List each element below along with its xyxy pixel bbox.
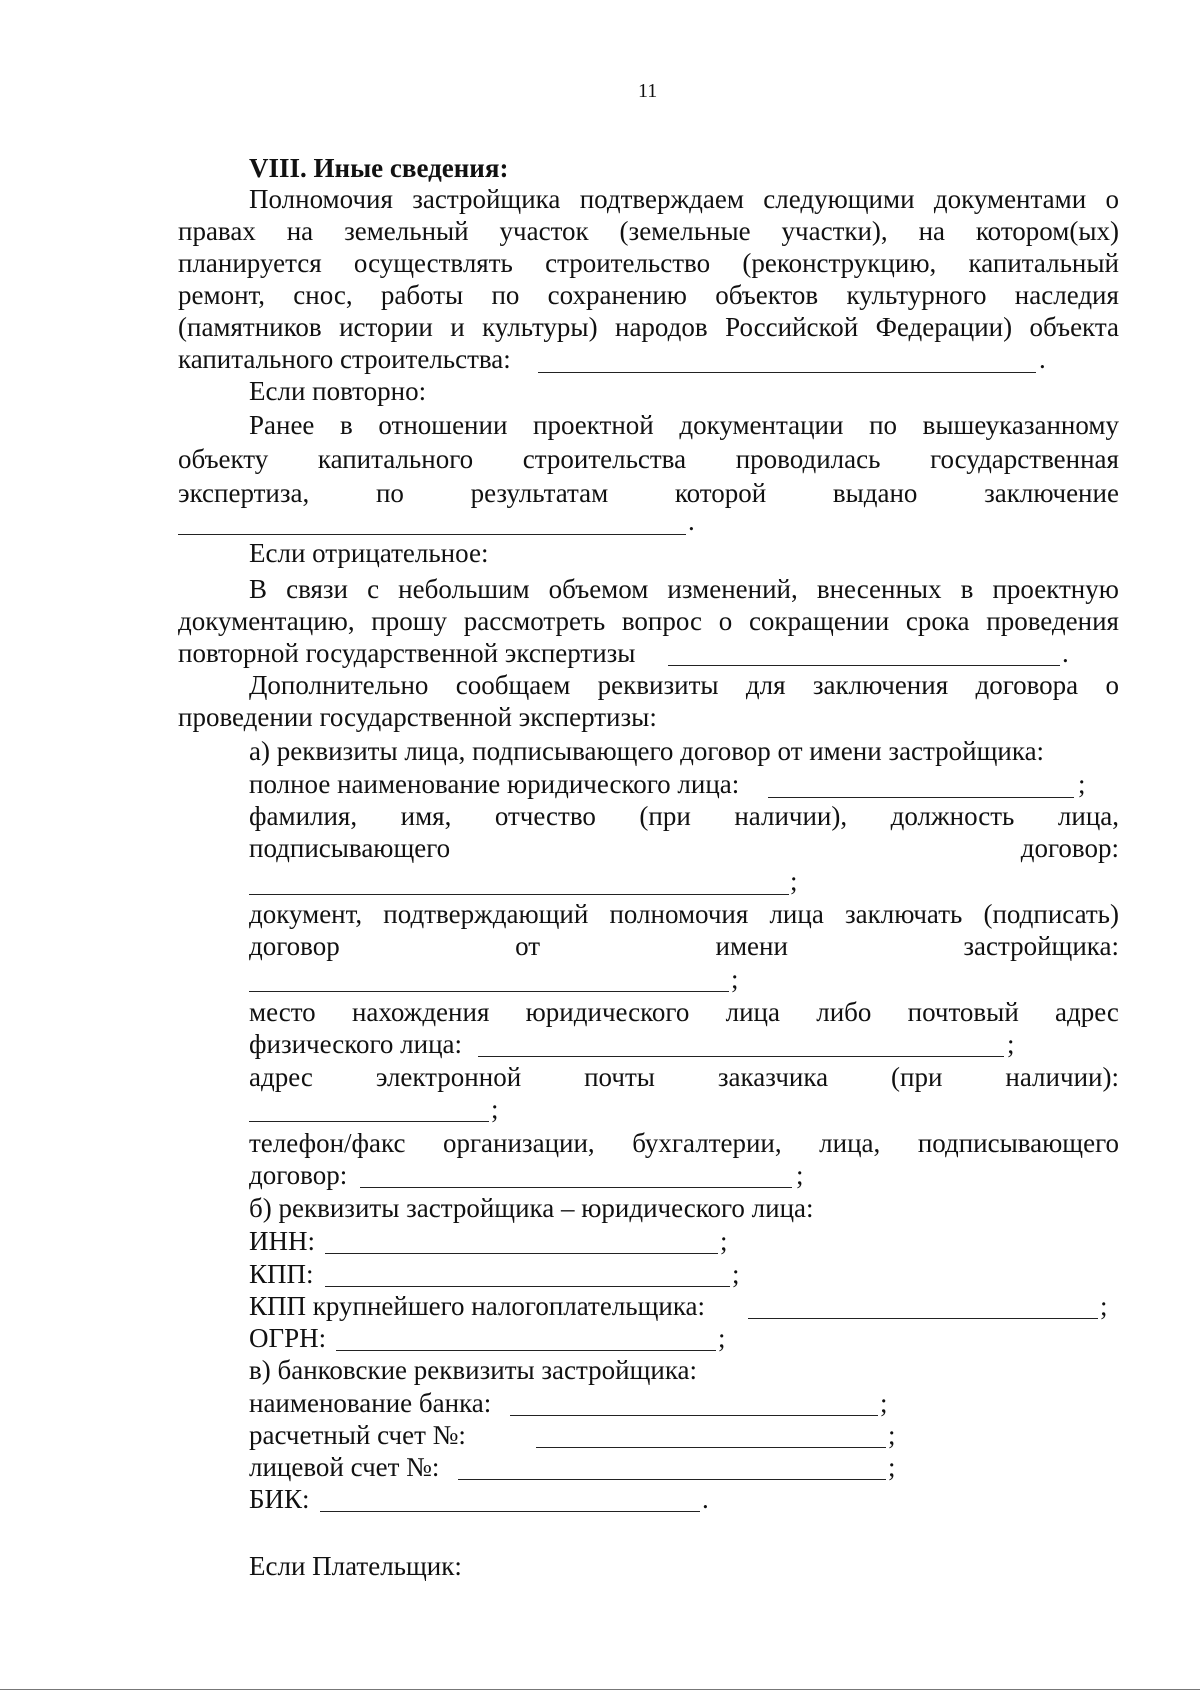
- page-bottom-edge: [0, 1689, 1200, 1690]
- section-b-title: б) реквизиты застройщика – юридического лица:: [249, 1193, 814, 1223]
- period-1: .: [1039, 344, 1046, 374]
- word: о: [718, 606, 733, 636]
- word: бухгалтерии,: [632, 1128, 782, 1158]
- word: фамилия,: [249, 801, 358, 831]
- semicolon-1: ;: [1078, 769, 1086, 799]
- semicolon-6: ;: [796, 1160, 804, 1190]
- word: проводилась: [735, 444, 881, 474]
- word: работы: [380, 280, 464, 310]
- word: народов: [615, 312, 708, 342]
- word: правах: [178, 216, 256, 246]
- word: истории: [339, 312, 433, 342]
- signer-name-blank[interactable]: [249, 894, 789, 895]
- word: проектную: [992, 574, 1119, 604]
- word: телефон/факс: [249, 1128, 406, 1158]
- p1-line-4: [178, 282, 1119, 309]
- word: договор:: [1020, 833, 1119, 863]
- bik-blank[interactable]: [320, 1511, 700, 1512]
- authority-doc-blank[interactable]: [249, 991, 729, 992]
- word: наличии),: [734, 801, 848, 831]
- word: капитального: [317, 444, 474, 474]
- word: выдано: [832, 478, 918, 508]
- semicolon-12: ;: [888, 1420, 896, 1450]
- p4-line-2: проведении государственной экспертизы:: [178, 702, 657, 732]
- word: культуры): [482, 312, 598, 342]
- word: либо: [816, 997, 872, 1027]
- doc-line-1: [249, 901, 1119, 928]
- word: договора: [975, 670, 1079, 700]
- word: подписывающего: [249, 833, 451, 863]
- word: по: [869, 410, 898, 440]
- p3-line-2: [178, 608, 1119, 635]
- inn-label: ИНН:: [249, 1226, 315, 1256]
- word: государственная: [930, 444, 1119, 474]
- fio-line-2: [249, 835, 1119, 862]
- kpp-largest-blank[interactable]: [748, 1318, 1098, 1319]
- word: документации: [679, 410, 844, 440]
- word: Дополнительно: [249, 670, 429, 700]
- word: место: [249, 997, 316, 1027]
- word: результатам: [470, 478, 609, 508]
- phone-line-2: договор:: [249, 1160, 348, 1190]
- word: на: [918, 216, 946, 246]
- word: (подписать): [983, 899, 1119, 929]
- word: Ранее: [249, 410, 315, 440]
- p1-line-1: [249, 186, 1119, 213]
- word: Полномочия: [249, 184, 393, 214]
- word: объемом: [548, 574, 649, 604]
- word: в: [340, 410, 353, 440]
- p4-line-1: [249, 672, 1119, 699]
- word: внесенных: [816, 574, 942, 604]
- word: в: [960, 574, 974, 604]
- semicolon-8: ;: [732, 1259, 740, 1289]
- addr-line-1: [249, 999, 1119, 1026]
- word: подтверждаем: [579, 184, 744, 214]
- word: о: [1105, 670, 1119, 700]
- word: документами: [933, 184, 1087, 214]
- word: участок: [499, 216, 589, 246]
- p1-line-3: [178, 250, 1119, 277]
- inn-blank[interactable]: [325, 1253, 718, 1254]
- p1-line-2: [178, 218, 1119, 245]
- word: капитальный: [968, 248, 1119, 278]
- email-line-1: [249, 1064, 1119, 1091]
- semicolon-11: ;: [880, 1388, 888, 1418]
- word: адрес: [1055, 997, 1119, 1027]
- p3-line-3: повторной государственной экспертизы: [178, 638, 636, 668]
- word: реквизиты: [597, 670, 719, 700]
- word: рассмотреть: [463, 606, 606, 636]
- word: (памятников: [178, 312, 322, 342]
- semicolon-7: ;: [720, 1226, 728, 1256]
- word: сохранению: [547, 280, 687, 310]
- word: строительство: [545, 248, 711, 278]
- doc-line-2: [249, 933, 1119, 960]
- semicolon-4: ;: [1007, 1029, 1015, 1059]
- legal-name-label: полное наименование юридического лица:: [249, 769, 740, 799]
- word: для: [745, 670, 786, 700]
- legal-name-blank[interactable]: [768, 797, 1074, 798]
- word: объекту: [178, 444, 269, 474]
- word: проведения: [986, 606, 1119, 636]
- word: связи: [286, 574, 349, 604]
- word: Российской: [725, 312, 859, 342]
- word: почты: [584, 1062, 655, 1092]
- word: о: [1105, 184, 1119, 214]
- word: по: [375, 478, 404, 508]
- word: изменений,: [667, 574, 798, 604]
- word: на: [286, 216, 314, 246]
- word: В: [249, 574, 268, 604]
- word: следующими: [763, 184, 915, 214]
- section-c-title: в) банковские реквизиты застройщика:: [249, 1355, 698, 1385]
- word: (при: [891, 1062, 943, 1092]
- word: культурного: [846, 280, 987, 310]
- conclusion-blank[interactable]: [178, 534, 686, 535]
- word: нахождения: [351, 997, 490, 1027]
- word: сокращении: [748, 606, 890, 636]
- word: снос,: [293, 280, 353, 310]
- word: срока: [905, 606, 970, 636]
- period-4: .: [702, 1484, 709, 1514]
- word: застройщика: [412, 184, 561, 214]
- personal-account-blank[interactable]: [458, 1479, 886, 1480]
- word: осуществлять: [353, 248, 513, 278]
- word: небольшим: [398, 574, 530, 604]
- p1-line-5: [178, 314, 1119, 341]
- word: котором(ых): [975, 216, 1119, 246]
- word: документ,: [249, 899, 363, 929]
- word: организации,: [442, 1128, 595, 1158]
- word: подписывающего: [917, 1128, 1119, 1158]
- addr-line-2: физического лица:: [249, 1029, 463, 1059]
- p2-line-3: [178, 480, 1119, 507]
- ogrn-blank[interactable]: [336, 1350, 716, 1351]
- word: лица,: [1057, 801, 1119, 831]
- word: и: [450, 312, 465, 342]
- word: объекта: [1029, 312, 1119, 342]
- fio-line-1: [249, 803, 1119, 830]
- word: подтверждающий: [383, 899, 589, 929]
- semicolon-2: ;: [790, 866, 798, 896]
- kpp-blank[interactable]: [325, 1286, 730, 1287]
- word: проектной: [533, 410, 654, 440]
- word: (земельные: [619, 216, 751, 246]
- p2-line-1: [249, 412, 1119, 439]
- period-3: .: [1062, 638, 1069, 668]
- bank-name-blank[interactable]: [510, 1415, 878, 1416]
- page-number: 11: [638, 80, 658, 102]
- word: почтовый: [907, 997, 1019, 1027]
- object-documents-blank[interactable]: [538, 372, 1036, 373]
- personal-account-label: лицевой счет №:: [249, 1452, 440, 1482]
- word: отношении: [378, 410, 508, 440]
- bik-label: БИК:: [249, 1484, 310, 1514]
- word: отчество: [494, 801, 596, 831]
- word: электронной: [375, 1062, 522, 1092]
- word: лица: [725, 997, 780, 1027]
- word: лица: [769, 899, 824, 929]
- word: планируется: [178, 248, 322, 278]
- word: участки),: [781, 216, 888, 246]
- word: имя,: [400, 801, 452, 831]
- repeat-expertise-blank[interactable]: [668, 665, 1060, 666]
- word: лица,: [819, 1128, 881, 1158]
- word: застройщика:: [963, 931, 1119, 961]
- word: должность: [890, 801, 1015, 831]
- phone-line-1: [249, 1130, 1119, 1157]
- section-a-title: а) реквизиты лица, подписывающего договор от имени застройщика:: [249, 736, 1045, 766]
- word: земельный: [344, 216, 469, 246]
- word: по: [491, 280, 520, 310]
- word: вопрос: [621, 606, 703, 636]
- word: договор: [249, 931, 340, 961]
- word: строительства: [522, 444, 687, 474]
- payer-label: Если Плательщик:: [249, 1551, 462, 1581]
- kpp-largest-label: КПП крупнейшего налогоплательщика:: [249, 1291, 706, 1321]
- word: которой: [674, 478, 767, 508]
- semicolon-3: ;: [731, 964, 739, 994]
- p2-line-2: [178, 446, 1119, 473]
- word: вышеуказанному: [922, 410, 1119, 440]
- word: прошу: [371, 606, 448, 636]
- word: сообщаем: [455, 670, 571, 700]
- word: документацию,: [178, 606, 355, 636]
- word: (реконструкцию,: [742, 248, 937, 278]
- kpp-label: КПП:: [249, 1259, 314, 1289]
- semicolon-13: ;: [888, 1452, 896, 1482]
- period-2: .: [688, 506, 695, 536]
- word: имени: [715, 931, 788, 961]
- account-label: расчетный счет №:: [249, 1420, 466, 1450]
- phone-blank[interactable]: [360, 1187, 792, 1188]
- p3-line-1: [249, 576, 1119, 603]
- negative-label: Если отрицательное:: [249, 538, 489, 568]
- section-heading: VIII. Иные сведения:: [249, 153, 509, 183]
- word: заключать: [844, 899, 963, 929]
- semicolon-10: ;: [718, 1323, 726, 1353]
- word: полномочия: [609, 899, 749, 929]
- bank-name-label: наименование банка:: [249, 1388, 492, 1418]
- p1-line-6: капитального строительства:: [178, 344, 511, 374]
- word: заключение: [984, 478, 1119, 508]
- address-blank[interactable]: [478, 1056, 1004, 1057]
- word: с: [367, 574, 380, 604]
- ogrn-label: ОГРН:: [249, 1323, 327, 1353]
- semicolon-9: ;: [1100, 1291, 1108, 1321]
- email-blank[interactable]: [249, 1121, 489, 1122]
- word: юридического: [525, 997, 690, 1027]
- word: объектов: [715, 280, 819, 310]
- semicolon-5: ;: [491, 1094, 499, 1124]
- account-blank[interactable]: [536, 1447, 886, 1448]
- word: (при: [639, 801, 691, 831]
- word: ремонт,: [178, 280, 266, 310]
- word: Федерации): [875, 312, 1013, 342]
- word: заказчика: [717, 1062, 829, 1092]
- word: экспертиза,: [178, 478, 310, 508]
- word: от: [515, 931, 541, 961]
- word: заключения: [812, 670, 949, 700]
- word: наличии):: [1005, 1062, 1119, 1092]
- word: адрес: [249, 1062, 313, 1092]
- word: наследия: [1014, 280, 1119, 310]
- repeat-label: Если повторно:: [249, 376, 427, 406]
